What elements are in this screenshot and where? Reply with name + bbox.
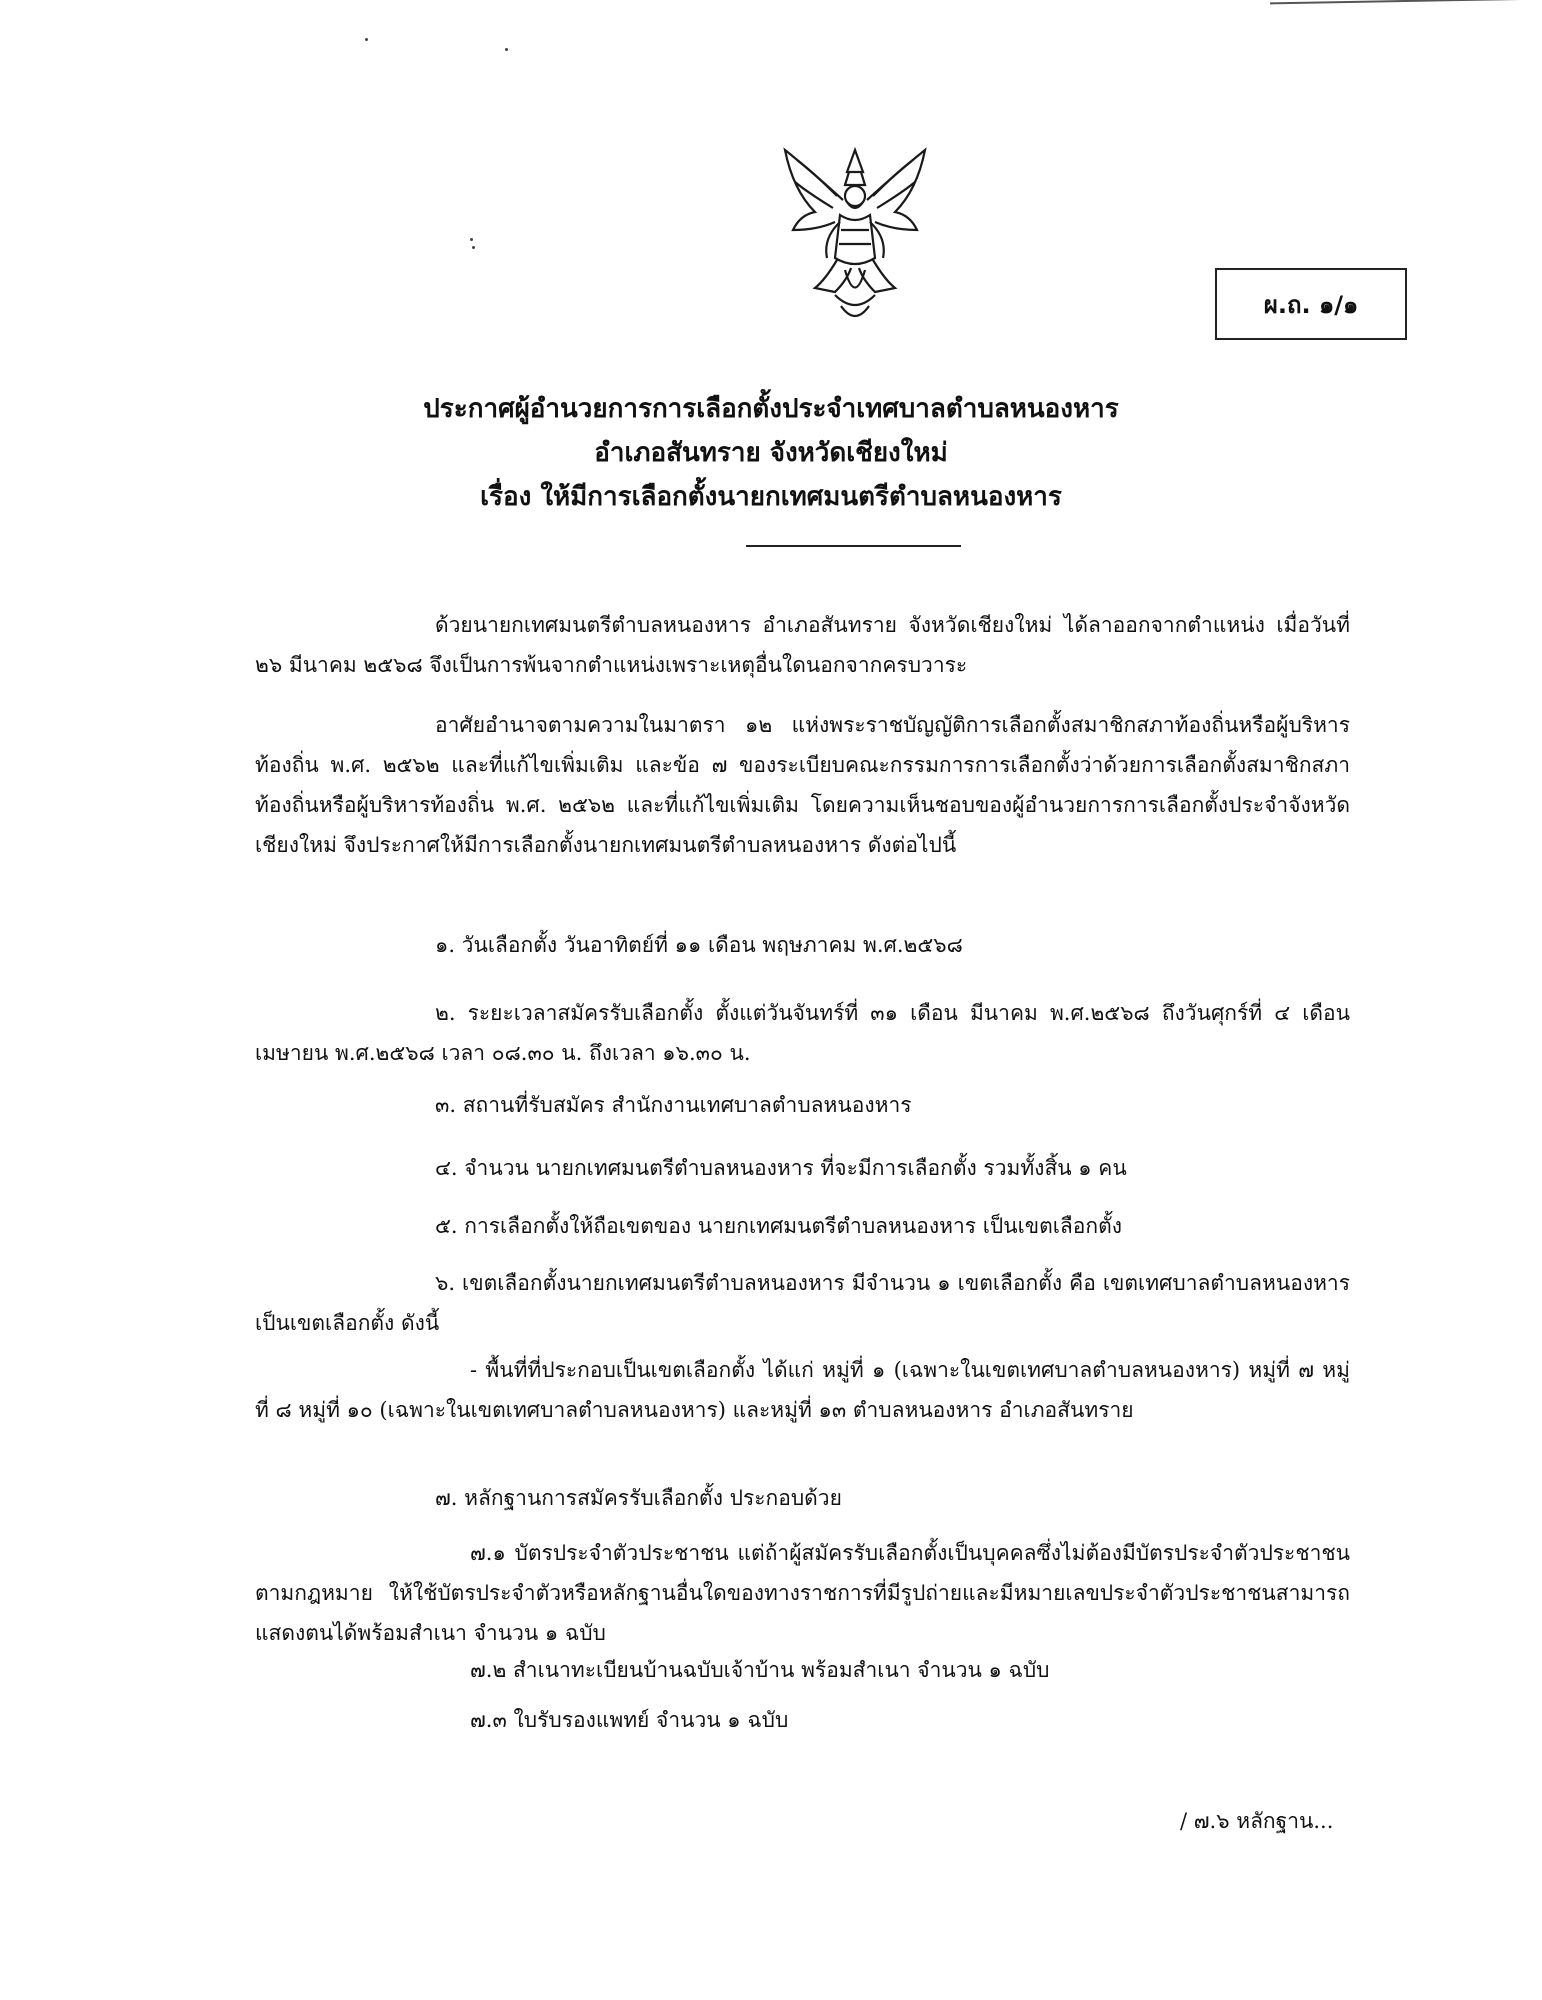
item-constituency-detail: ๖. เขตเลือกตั้งนายกเทศมนตรีตำบลหนองหาร มีจำนวน ๑ เขตเลือกตั้ง คือ เขตเทศบาลตำบลหนองหารเป็นเขตเลือกตั้ง ดังนี้ <box>255 1271 1350 1335</box>
item-required-documents: ๗. หลักฐานการสมัครรับเลือกตั้ง ประกอบด้วย <box>435 1486 842 1510</box>
item-document-medical-certificate: ๗.๓ ใบรับรองแพทย์ จำนวน ๑ ฉบับ <box>470 1708 789 1732</box>
continued-next-page-note: / ๗.๖ หลักฐาน... <box>1180 1809 1334 1833</box>
announcement-subject: เรื่อง ให้มีการเลือกตั้งนายกเทศมนตรีตำบลหนองหาร <box>480 482 1062 512</box>
paragraph-legal-basis: อาศัยอำนาจตามความในมาตรา ๑๒ แห่งพระราชบัญญัติการเลือกตั้งสมาชิกสภาท้องถิ่นหรือผู้บริหารท้องถิ่น พ.ศ. ๒๕๖๒ และที่แก้ไขเพิ่มเติม และข้อ ๗ ของระเบียบคณะกรรมการการเลือกตั้งว่าด้วยการเลือกตั้งสมาชิกสภาท้องถิ่นหรือผู้บริหารท้องถิ่น พ.ศ. ๒๕๖๒ และที่แก้ไขเพิ่มเติม โดยความเห็นชอบของผู้อำนวยการการเลือกตั้งประจำจังหวัดเชียงใหม่ จึงประกาศให้มีการเลือกตั้งนายกเทศมนตรีตำบลหนองหาร ดังต่อไปนี้ <box>255 713 1350 857</box>
item-constituency: ๕. การเลือกตั้งให้ถือเขตของ นายกเทศมนตรีตำบลหนองหาร เป็นเขตเลือกตั้ง <box>435 1214 1123 1238</box>
item-application-place: ๓. สถานที่รับสมัคร สำนักงานเทศบาลตำบลหนองหาร <box>435 1093 912 1117</box>
garuda-emblem-icon <box>755 130 955 330</box>
scan-speck <box>470 238 473 241</box>
announcement-title-line-1: ประกาศผู้อำนวยการการเลือกตั้งประจำเทศบาลตำบลหนองหาร <box>423 394 1119 424</box>
scan-speck <box>365 38 368 41</box>
scan-edge-line <box>1270 0 1542 4</box>
scan-speck <box>505 48 508 51</box>
item-seat-count: ๔. จำนวน นายกเทศมนตรีตำบลหนองหาร ที่จะมีการเลือกตั้ง รวมทั้งสิ้น ๑ คน <box>435 1156 1127 1180</box>
item-constituency-area: - พื้นที่ที่ประกอบเป็นเขตเลือกตั้ง ได้แก่ หมู่ที่ ๑ (เฉพาะในเขตเทศบาลตำบลหนองหาร) หมู่ที่ ๗ หมู่ที่ ๘ หมู่ที่ ๑๐ (เฉพาะในเขตเทศบาลตำบลหนองหาร) และหมู่ที่ ๑๓ ตำบลหนองหาร อำเภอสันทราย <box>255 1358 1350 1422</box>
scan-speck <box>472 246 475 249</box>
form-code-box: ผ.ถ. ๑/๑ <box>1215 268 1407 340</box>
item-application-period: ๒. ระยะเวลาสมัครรับเลือกตั้ง ตั้งแต่วันจันทร์ที่ ๓๑ เดือน มีนาคม พ.ศ.๒๕๖๘ ถึงวันศุกร์ที่ ๔ เดือน เมษายน พ.ศ.๒๕๖๘ เวลา ๐๘.๓๐ น. ถึงเวลา ๑๖.๓๐ น. <box>255 1001 1350 1065</box>
title-underline-divider <box>746 545 961 547</box>
item-document-house-registration: ๗.๒ สำเนาทะเบียนบ้านฉบับเจ้าบ้าน พร้อมสำเนา จำนวน ๑ ฉบับ <box>470 1658 1050 1682</box>
item-election-date: ๑. วันเลือกตั้ง วันอาทิตย์ที่ ๑๑ เดือน พฤษภาคม พ.ศ.๒๕๖๘ <box>435 933 963 957</box>
item-document-id-card: ๗.๑ บัตรประจำตัวประชาชน แต่ถ้าผู้สมัครรับเลือกตั้งเป็นบุคคลซึ่งไม่ต้องมีบัตรประจำตัวประชาชนตามกฎหมาย ให้ใช้บัตรประจำตัวหรือหลักฐานอื่นใดของทางราชการที่มีรูปถ่ายและมีหมายเลขประจำตัวประชาชนสามารถแสดงตนได้พร้อมสำเนา จำนวน ๑ ฉบับ <box>255 1541 1350 1645</box>
paragraph-resignation: ด้วยนายกเทศมนตรีตำบลหนองหาร อำเภอสันทราย จังหวัดเชียงใหม่ ได้ลาออกจากตำแหน่ง เมื่อวันที่ ๒๖ มีนาคม ๒๕๖๘ จึงเป็นการพ้นจากตำแหน่งเพราะเหตุอื่นใดนอกจากครบวาระ <box>255 613 1350 677</box>
announcement-title-line-2: อำเภอสันทราย จังหวัดเชียงใหม่ <box>594 438 948 468</box>
